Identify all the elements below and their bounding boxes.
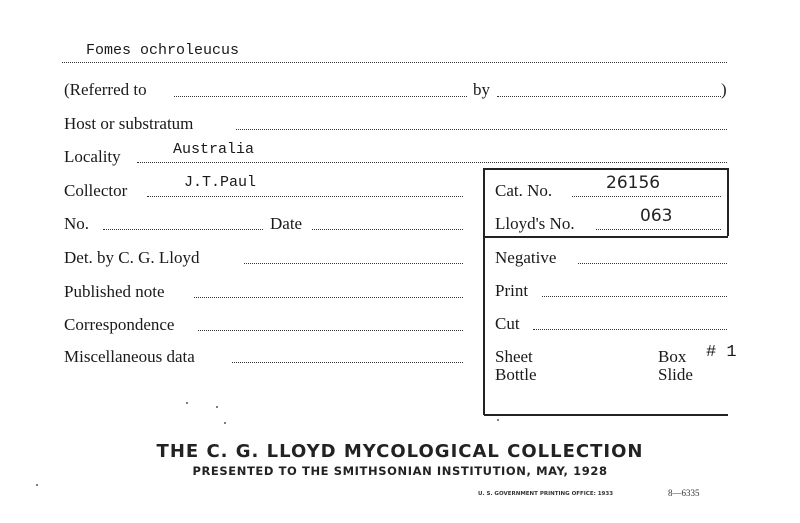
published-note-label: Published note	[64, 282, 165, 301]
negative-label: Negative	[495, 248, 557, 267]
referred-to-line	[174, 96, 467, 97]
correspondence-label: Correspondence	[64, 315, 175, 334]
speck	[36, 484, 38, 486]
no-line	[103, 229, 263, 230]
date-label: Date	[270, 214, 303, 233]
no-label: No.	[64, 214, 90, 233]
negative-line	[578, 263, 727, 264]
lloyds-no-value: 063	[640, 206, 673, 226]
cat-no-value: 26156	[606, 173, 661, 193]
det-by-label: Det. by C. G. Lloyd	[64, 248, 200, 267]
by-label: by	[473, 80, 490, 99]
box-top-border	[484, 168, 728, 170]
correspondence-line	[198, 330, 463, 331]
host-line	[236, 129, 727, 130]
speck	[216, 406, 218, 408]
misc-data-line	[232, 362, 463, 363]
box-bottom-border	[484, 414, 728, 416]
box-label: Box	[658, 347, 687, 366]
speck	[224, 422, 226, 424]
speck	[497, 419, 499, 421]
collector-value: J.T.Paul	[184, 174, 257, 191]
box-value: # 1	[706, 343, 737, 362]
date-line	[312, 229, 463, 230]
box-right-border-top	[727, 168, 729, 236]
close-paren: )	[721, 80, 727, 99]
collection-subtitle: PRESENTED TO THE SMITHSONIAN INSTITUTION, MAY, 1928	[192, 464, 608, 478]
lloyds-no-line	[596, 229, 721, 230]
slide-label: Slide	[658, 365, 693, 384]
form-number: 8—6335	[668, 488, 700, 498]
speck	[186, 402, 188, 404]
misc-data-label: Miscellaneous data	[64, 347, 195, 366]
cut-label: Cut	[495, 314, 520, 333]
print-line	[542, 296, 727, 297]
collection-title: THE C. G. LLOYD MYCOLOGICAL COLLECTION	[156, 441, 644, 462]
box-left-border	[483, 168, 485, 415]
host-label: Host or substratum	[64, 114, 194, 133]
collector-label: Collector	[64, 181, 128, 200]
box-divider	[485, 236, 728, 238]
cat-no-label: Cat. No.	[495, 181, 553, 200]
referred-to-label: (Referred to	[64, 80, 147, 99]
cut-line	[533, 329, 727, 330]
species-line	[62, 62, 727, 63]
bottle-label: Bottle	[495, 365, 537, 384]
collector-line	[147, 196, 463, 197]
sheet-label: Sheet	[495, 347, 533, 366]
cat-no-line	[572, 196, 721, 197]
by-line	[497, 96, 721, 97]
species-name: Fomes ochroleucus	[86, 42, 240, 59]
locality-line	[137, 162, 727, 163]
lloyds-no-label: Lloyd's No.	[495, 214, 575, 233]
det-by-line	[244, 263, 463, 264]
locality-label: Locality	[64, 147, 121, 166]
print-label: Print	[495, 281, 529, 300]
published-note-line	[194, 297, 463, 298]
printing-office-note: U. S. GOVERNMENT PRINTING OFFICE: 1933	[478, 491, 614, 497]
locality-value: Australia	[173, 141, 255, 158]
